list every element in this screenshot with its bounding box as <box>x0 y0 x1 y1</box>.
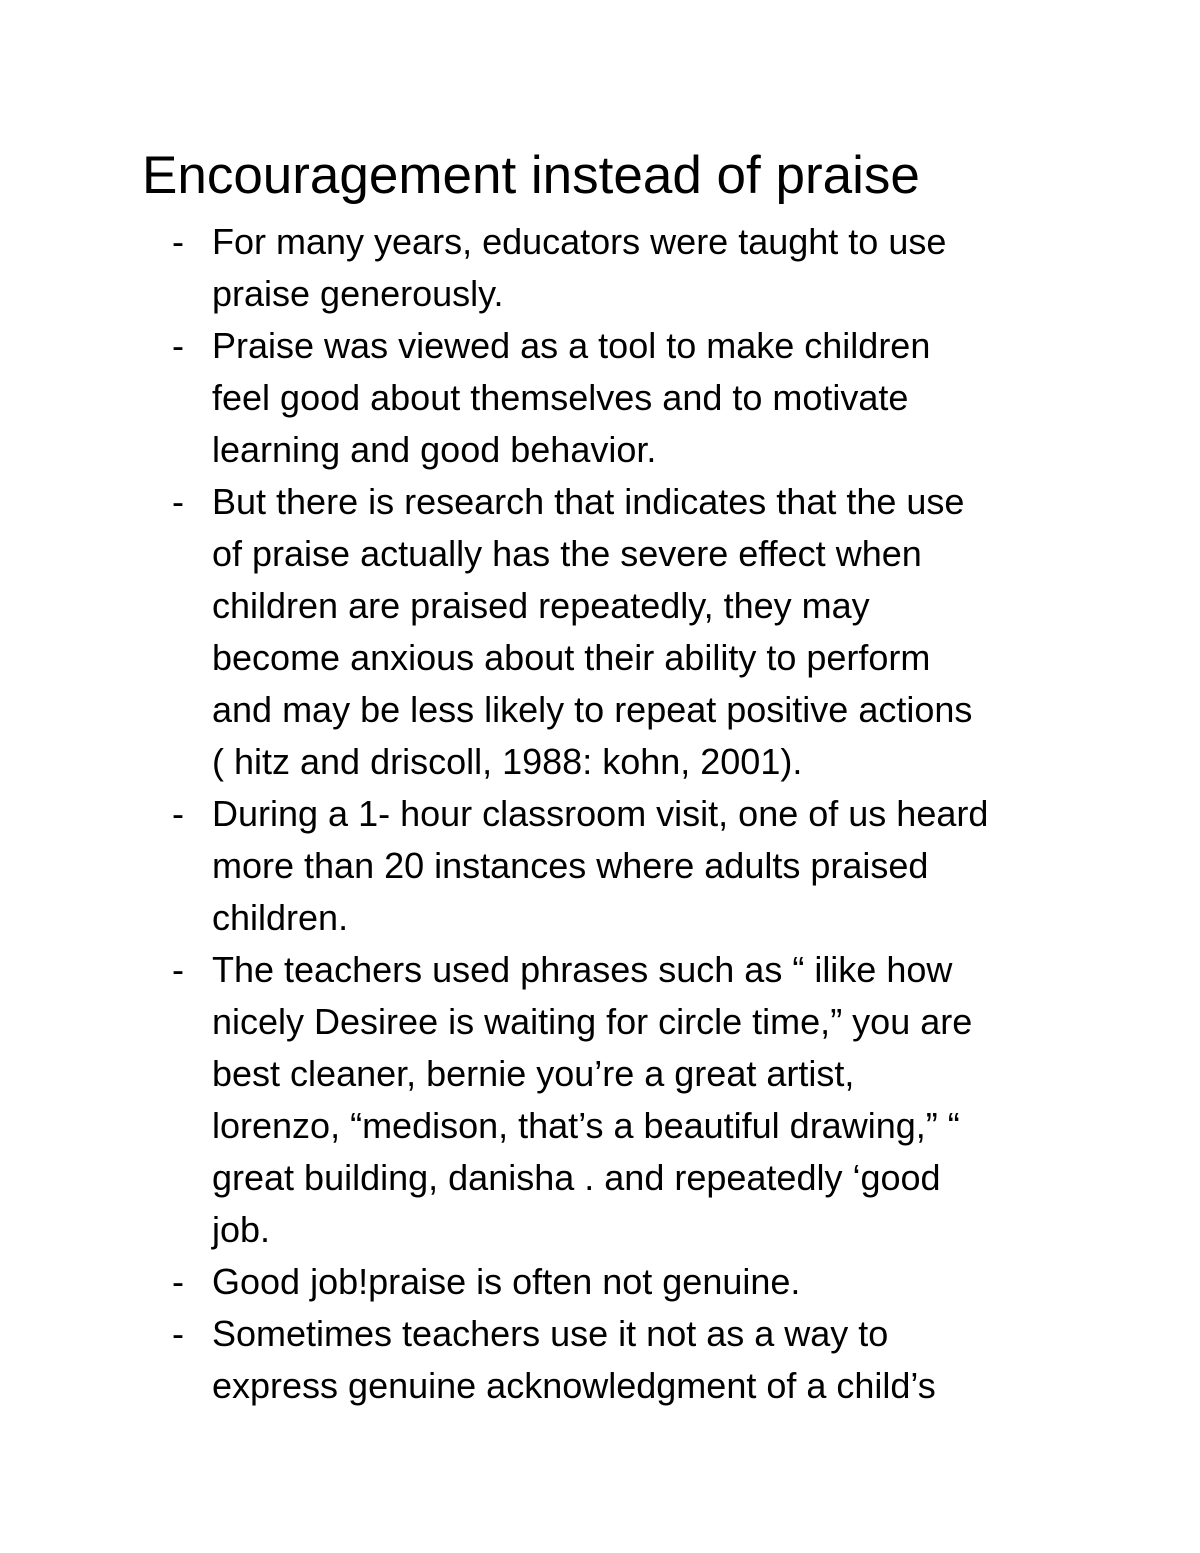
bullet-text <box>212 320 1072 476</box>
bullet-text-line: feel good about themselves and to motivate <box>212 377 909 418</box>
bullet-text-line: lorenzo, “medison, that’s a beautiful drawing,” “ <box>212 1105 960 1146</box>
bullet-text-line: learning and good behavior. <box>212 429 657 470</box>
bullet-list <box>172 216 1072 1412</box>
bullet-item <box>172 1308 1072 1412</box>
bullet-dash: - <box>172 481 184 522</box>
bullet-text-line: The teachers used phrases such as “ ilike how <box>212 949 953 990</box>
bullet-text-line: Praise was viewed as a tool to make children <box>212 325 931 366</box>
bullet-text-line: best cleaner, bernie you’re a great artist, <box>212 1053 855 1094</box>
bullet-item <box>172 788 1072 944</box>
bullet-text <box>212 788 1072 944</box>
bullet-text-line: nicely Desiree is waiting for circle time,” you are <box>212 1001 973 1042</box>
bullet-text-line: children. <box>212 897 349 938</box>
bullet-text-line: ( hitz and driscoll, 1988: kohn, 2001). <box>212 741 803 782</box>
bullet-text-line: Good job!praise is often not genuine. <box>212 1261 801 1302</box>
bullet-item <box>172 1256 1072 1308</box>
bullet-dash: - <box>172 1313 184 1354</box>
bullet-item <box>172 944 1072 1256</box>
bullet-text-line: For many years, educators were taught to use <box>212 221 947 262</box>
bullet-item <box>172 320 1072 476</box>
bullet-text-line: and may be less likely to repeat positive actions <box>212 689 973 730</box>
bullet-text-line: But there is research that indicates that the use <box>212 481 965 522</box>
bullet-dash: - <box>172 1261 184 1302</box>
bullet-text-line: more than 20 instances where adults praised <box>212 845 929 886</box>
bullet-item <box>172 216 1072 320</box>
bullet-dash: - <box>172 325 184 366</box>
bullet-text-line: job. <box>212 1209 271 1250</box>
bullet-text-line: express genuine acknowledgment of a child’s <box>212 1365 936 1406</box>
bullet-text-line: children are praised repeatedly, they may <box>212 585 870 626</box>
bullet-text-line: praise generously. <box>212 273 504 314</box>
bullet-text <box>212 1308 1072 1412</box>
bullet-text <box>212 1256 1072 1308</box>
bullet-text-line: Sometimes teachers use it not as a way to <box>212 1313 889 1354</box>
bullet-text-line: become anxious about their ability to perform <box>212 637 931 678</box>
bullet-dash: - <box>172 221 184 262</box>
bullet-item <box>172 476 1072 788</box>
bullet-text-line: of praise actually has the severe effect when <box>212 533 922 574</box>
bullet-text-line: During a 1- hour classroom visit, one of us heard <box>212 793 989 834</box>
bullet-dash: - <box>172 949 184 990</box>
bullet-text-line: great building, danisha . and repeatedly ‘good <box>212 1157 941 1198</box>
bullet-dash: - <box>172 793 184 834</box>
page-title: Encouragement instead of praise <box>142 146 920 205</box>
bullet-text <box>212 216 1072 320</box>
bullet-text <box>212 476 1072 788</box>
bullet-text <box>212 944 1072 1256</box>
